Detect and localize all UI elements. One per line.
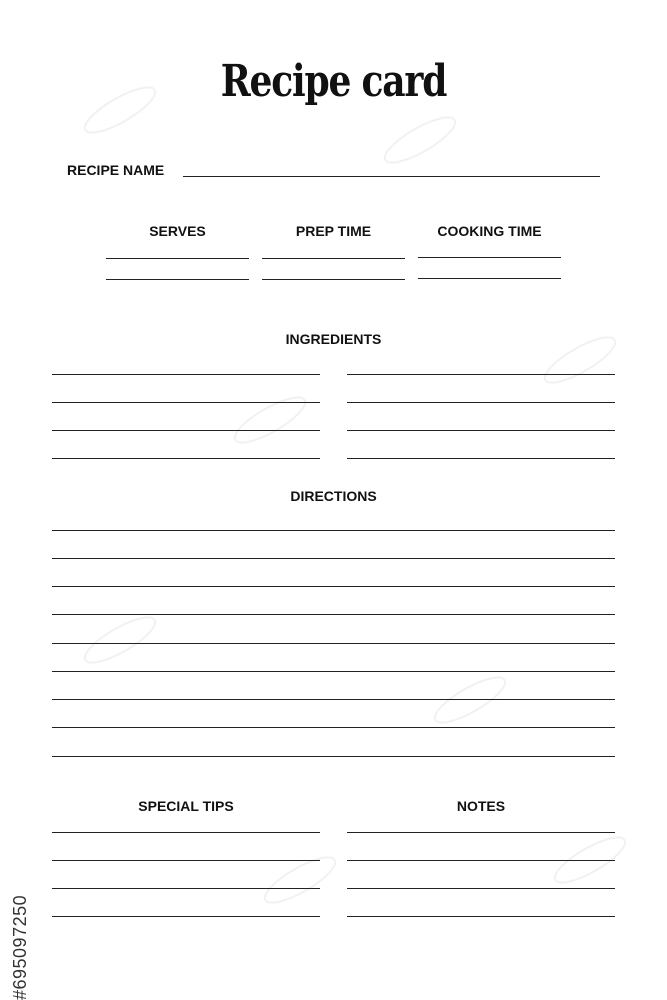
directions-line-8[interactable]	[52, 727, 615, 728]
prep-time-label: PREP TIME	[295, 223, 372, 239]
recipe-name-label: RECIPE NAME	[67, 162, 165, 178]
page-title: Recipe card	[220, 56, 447, 107]
ingredients-heading: INGREDIENTS	[285, 331, 382, 347]
ingredients-line-right-1[interactable]	[347, 374, 615, 375]
notes-line-3[interactable]	[347, 888, 615, 889]
prep-time-line-2[interactable]	[262, 279, 405, 280]
ingredients-line-left-2[interactable]	[52, 402, 320, 403]
directions-line-7[interactable]	[52, 699, 615, 700]
cooking-time-line-2[interactable]	[418, 278, 561, 279]
special-tips-heading: SPECIAL TIPS	[138, 798, 234, 814]
directions-line-3[interactable]	[52, 586, 615, 587]
serves-line-2[interactable]	[106, 279, 249, 280]
ingredients-line-left-1[interactable]	[52, 374, 320, 375]
recipe-name-line[interactable]	[183, 176, 600, 177]
stock-id-watermark	[8, 760, 32, 1000]
stock-id-text: #695097250	[10, 894, 30, 1000]
directions-heading: DIRECTIONS	[290, 488, 377, 504]
special-tips-line-1[interactable]	[52, 832, 320, 833]
serves-label: SERVES	[149, 223, 206, 239]
notes-line-4[interactable]	[347, 916, 615, 917]
ingredients-line-right-4[interactable]	[347, 458, 615, 459]
serves-line-1[interactable]	[106, 258, 249, 259]
ingredients-line-left-4[interactable]	[52, 458, 320, 459]
cooking-time-label: COOKING TIME	[437, 223, 542, 239]
notes-heading: NOTES	[456, 798, 506, 814]
special-tips-line-4[interactable]	[52, 916, 320, 917]
directions-line-5[interactable]	[52, 643, 615, 644]
ingredients-line-right-3[interactable]	[347, 430, 615, 431]
directions-line-9[interactable]	[52, 756, 615, 757]
notes-line-1[interactable]	[347, 832, 615, 833]
directions-line-4[interactable]	[52, 614, 615, 615]
ingredients-line-left-3[interactable]	[52, 430, 320, 431]
ingredients-line-right-2[interactable]	[347, 402, 615, 403]
directions-line-6[interactable]	[52, 671, 615, 672]
special-tips-line-2[interactable]	[52, 860, 320, 861]
notes-line-2[interactable]	[347, 860, 615, 861]
directions-line-2[interactable]	[52, 558, 615, 559]
cooking-time-line-1[interactable]	[418, 257, 561, 258]
special-tips-line-3[interactable]	[52, 888, 320, 889]
directions-line-1[interactable]	[52, 530, 615, 531]
prep-time-line-1[interactable]	[262, 258, 405, 259]
